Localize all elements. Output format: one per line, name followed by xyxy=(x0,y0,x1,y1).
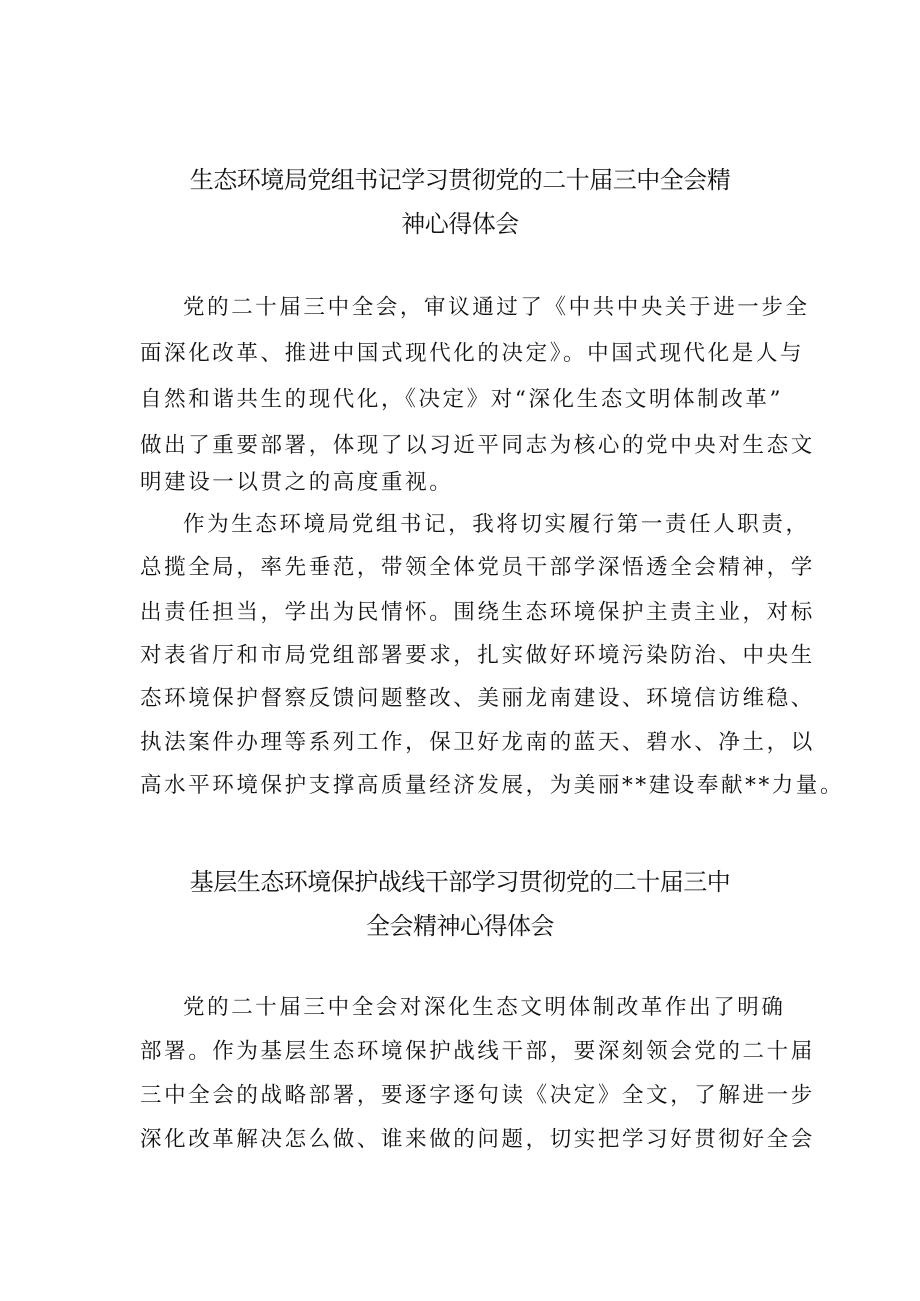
paragraph-line: 态环境保护督察反馈问题整改、美丽龙南建设、环境信访维稳、 xyxy=(140,686,815,711)
paragraph-line: 出责任担当，学出为民情怀。围绕生态环境保护主责主业，对标 xyxy=(140,600,815,625)
section-1-title-line: 生态环境局党组书记学习贯彻党的二十届三中全会精 xyxy=(189,166,731,194)
paragraph-line: 高水平环境保护支撑高质量经济发展，为美丽**建设奉献**力量。 xyxy=(140,773,845,798)
section-1-title xyxy=(140,158,780,246)
paragraph-line: 三中全会的战略部署，要逐字逐句读《决定》全文，了解进一步 xyxy=(140,1083,815,1108)
paragraph-line: 对表省厅和市局党组部署要求，扎实做好环境污染防治、中央生 xyxy=(140,643,815,668)
paragraph-line: 党的二十届三中全会对深化生态文明体制改革作出了明确 xyxy=(183,995,786,1020)
section-2-title-line: 基层生态环境保护战线干部学习贯彻党的二十届三中 xyxy=(189,868,731,896)
paragraph-line: 执法案件办理等系列工作，保卫好龙南的蓝天、碧水、净土，以 xyxy=(140,730,815,755)
paragraph-line: 自然和谐共生的现代化，《决定》对“深化生态文明体制改革” xyxy=(140,387,784,412)
paragraph-line: 总揽全局，率先垂范，带领全体党员干部学深悟透全会精神，学 xyxy=(140,555,815,580)
paragraph-line: 部署。作为基层生态环境保护战线干部，要深刻领会党的二十届 xyxy=(140,1039,815,1064)
paragraph-line: 做出了重要部署，体现了以习近平同志为核心的党中央对生态文 xyxy=(140,433,815,458)
paragraph-line: 面深化改革、推进中国式现代化的决定》。中国式现代化是人与 xyxy=(140,341,805,366)
paragraph-line: 深化改革解决怎么做、谁来做的问题，切实把学习好贯彻好全会 xyxy=(140,1127,815,1152)
paragraph-line: 明建设一以贯之的高度重视。 xyxy=(140,470,454,495)
section-2-title xyxy=(140,860,780,948)
section-1-title-line: 神心得体会 xyxy=(401,210,519,238)
paragraph-line: 党的二十届三中全会，审议通过了《中共中央关于进一步全 xyxy=(183,295,810,320)
section-2-title-line: 全会精神心得体会 xyxy=(366,912,554,940)
paragraph-line: 作为生态环境局党组书记，我将切实履行第一责任人职责， xyxy=(183,512,810,537)
